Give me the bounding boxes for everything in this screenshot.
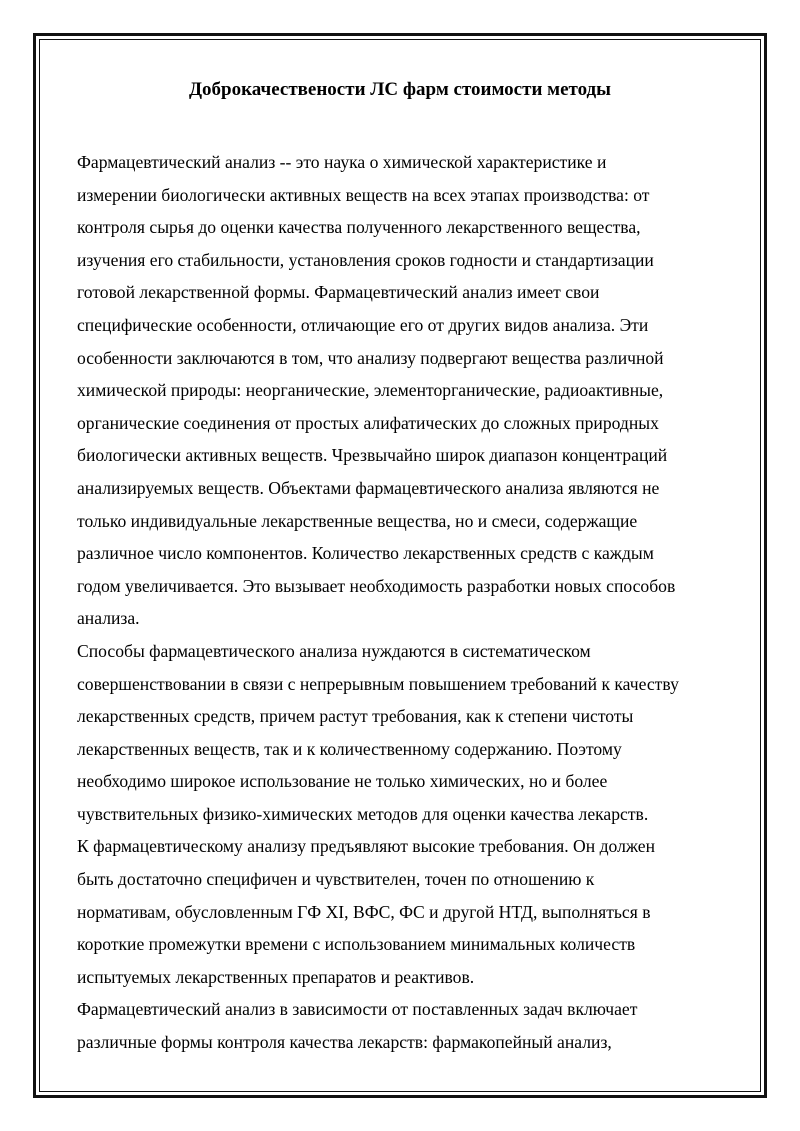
text-line: лекарственных веществ, так и к количественному содержанию. Поэтому: [77, 738, 622, 759]
text-line: К фармацевтическому анализу предъявляют высокие требования. Он должен: [77, 836, 656, 857]
text-line: различные формы контроля качества лекарств: фармакопейный анализ,: [77, 1032, 612, 1053]
text-line: годом увеличивается. Это вызывает необходимость разработки новых способов: [77, 575, 676, 596]
text-line: испытуемых лекарственных препаратов и реактивов.: [77, 966, 475, 987]
text-line: Способы фармацевтического анализа нуждаются в систематическом: [77, 640, 591, 661]
text-line: Фармацевтический анализ -- это наука о химической характеристике и: [77, 152, 607, 172]
text-line: только индивидуальные лекарственные вещества, но и смеси, содержащие: [77, 510, 638, 531]
text-line: контроля сырья до оценки качества полученного лекарственного вещества,: [77, 217, 641, 238]
text-line: быть достаточно специфичен и чувствителен, точен по отношению к: [77, 869, 595, 890]
text-line: нормативам, обусловленным ГФ XI, ВФС, ФС и другой НТД, выполняться в: [77, 901, 651, 922]
text-line: изучения его стабильности, установления сроков годности и стандартизации: [77, 249, 654, 270]
text-line: необходимо широкое использование не только химических, но и более: [77, 771, 608, 792]
text-line: готовой лекарственной формы. Фармацевтический анализ имеет свои: [77, 282, 600, 303]
text-line: совершенствовании в связи с непрерывным повышением требований к качеству: [77, 673, 679, 694]
document-body: [77, 146, 727, 1059]
text-line: различное число компонентов. Количество лекарственных средств с каждым: [77, 543, 654, 564]
text-line: органические соединения от простых алифатических до сложных природных: [77, 412, 659, 433]
text-line: специфические особенности, отличающие его от других видов анализа. Эти: [77, 314, 649, 335]
text-line: короткие промежутки времени с использованием минимальных количеств: [77, 934, 636, 955]
text-line: особенности заключаются в том, что анализу подвергают вещества различной: [77, 347, 664, 368]
text-line: измерении биологически активных веществ на всех этапах производства: от: [77, 184, 650, 205]
text-line: биологически активных веществ. Чрезвычайно широк диапазон концентраций: [77, 445, 668, 466]
text-line: Фармацевтический анализ в зависимости от поставленных задач включает: [77, 999, 638, 1020]
text-line: анализа.: [77, 608, 140, 629]
text-line: чувствительных физико-химических методов для оценки качества лекарств.: [77, 803, 649, 824]
document-title: Доброкачествености ЛС фарм стоимости методы: [188, 79, 611, 100]
text-line: химической природы: неорганические, элементорганические, радиоактивные,: [77, 380, 664, 401]
text-line: лекарственных средств, причем растут требования, как к степени чистоты: [77, 706, 634, 727]
text-line: анализируемых веществ. Объектами фармацевтического анализа являются не: [77, 477, 660, 498]
